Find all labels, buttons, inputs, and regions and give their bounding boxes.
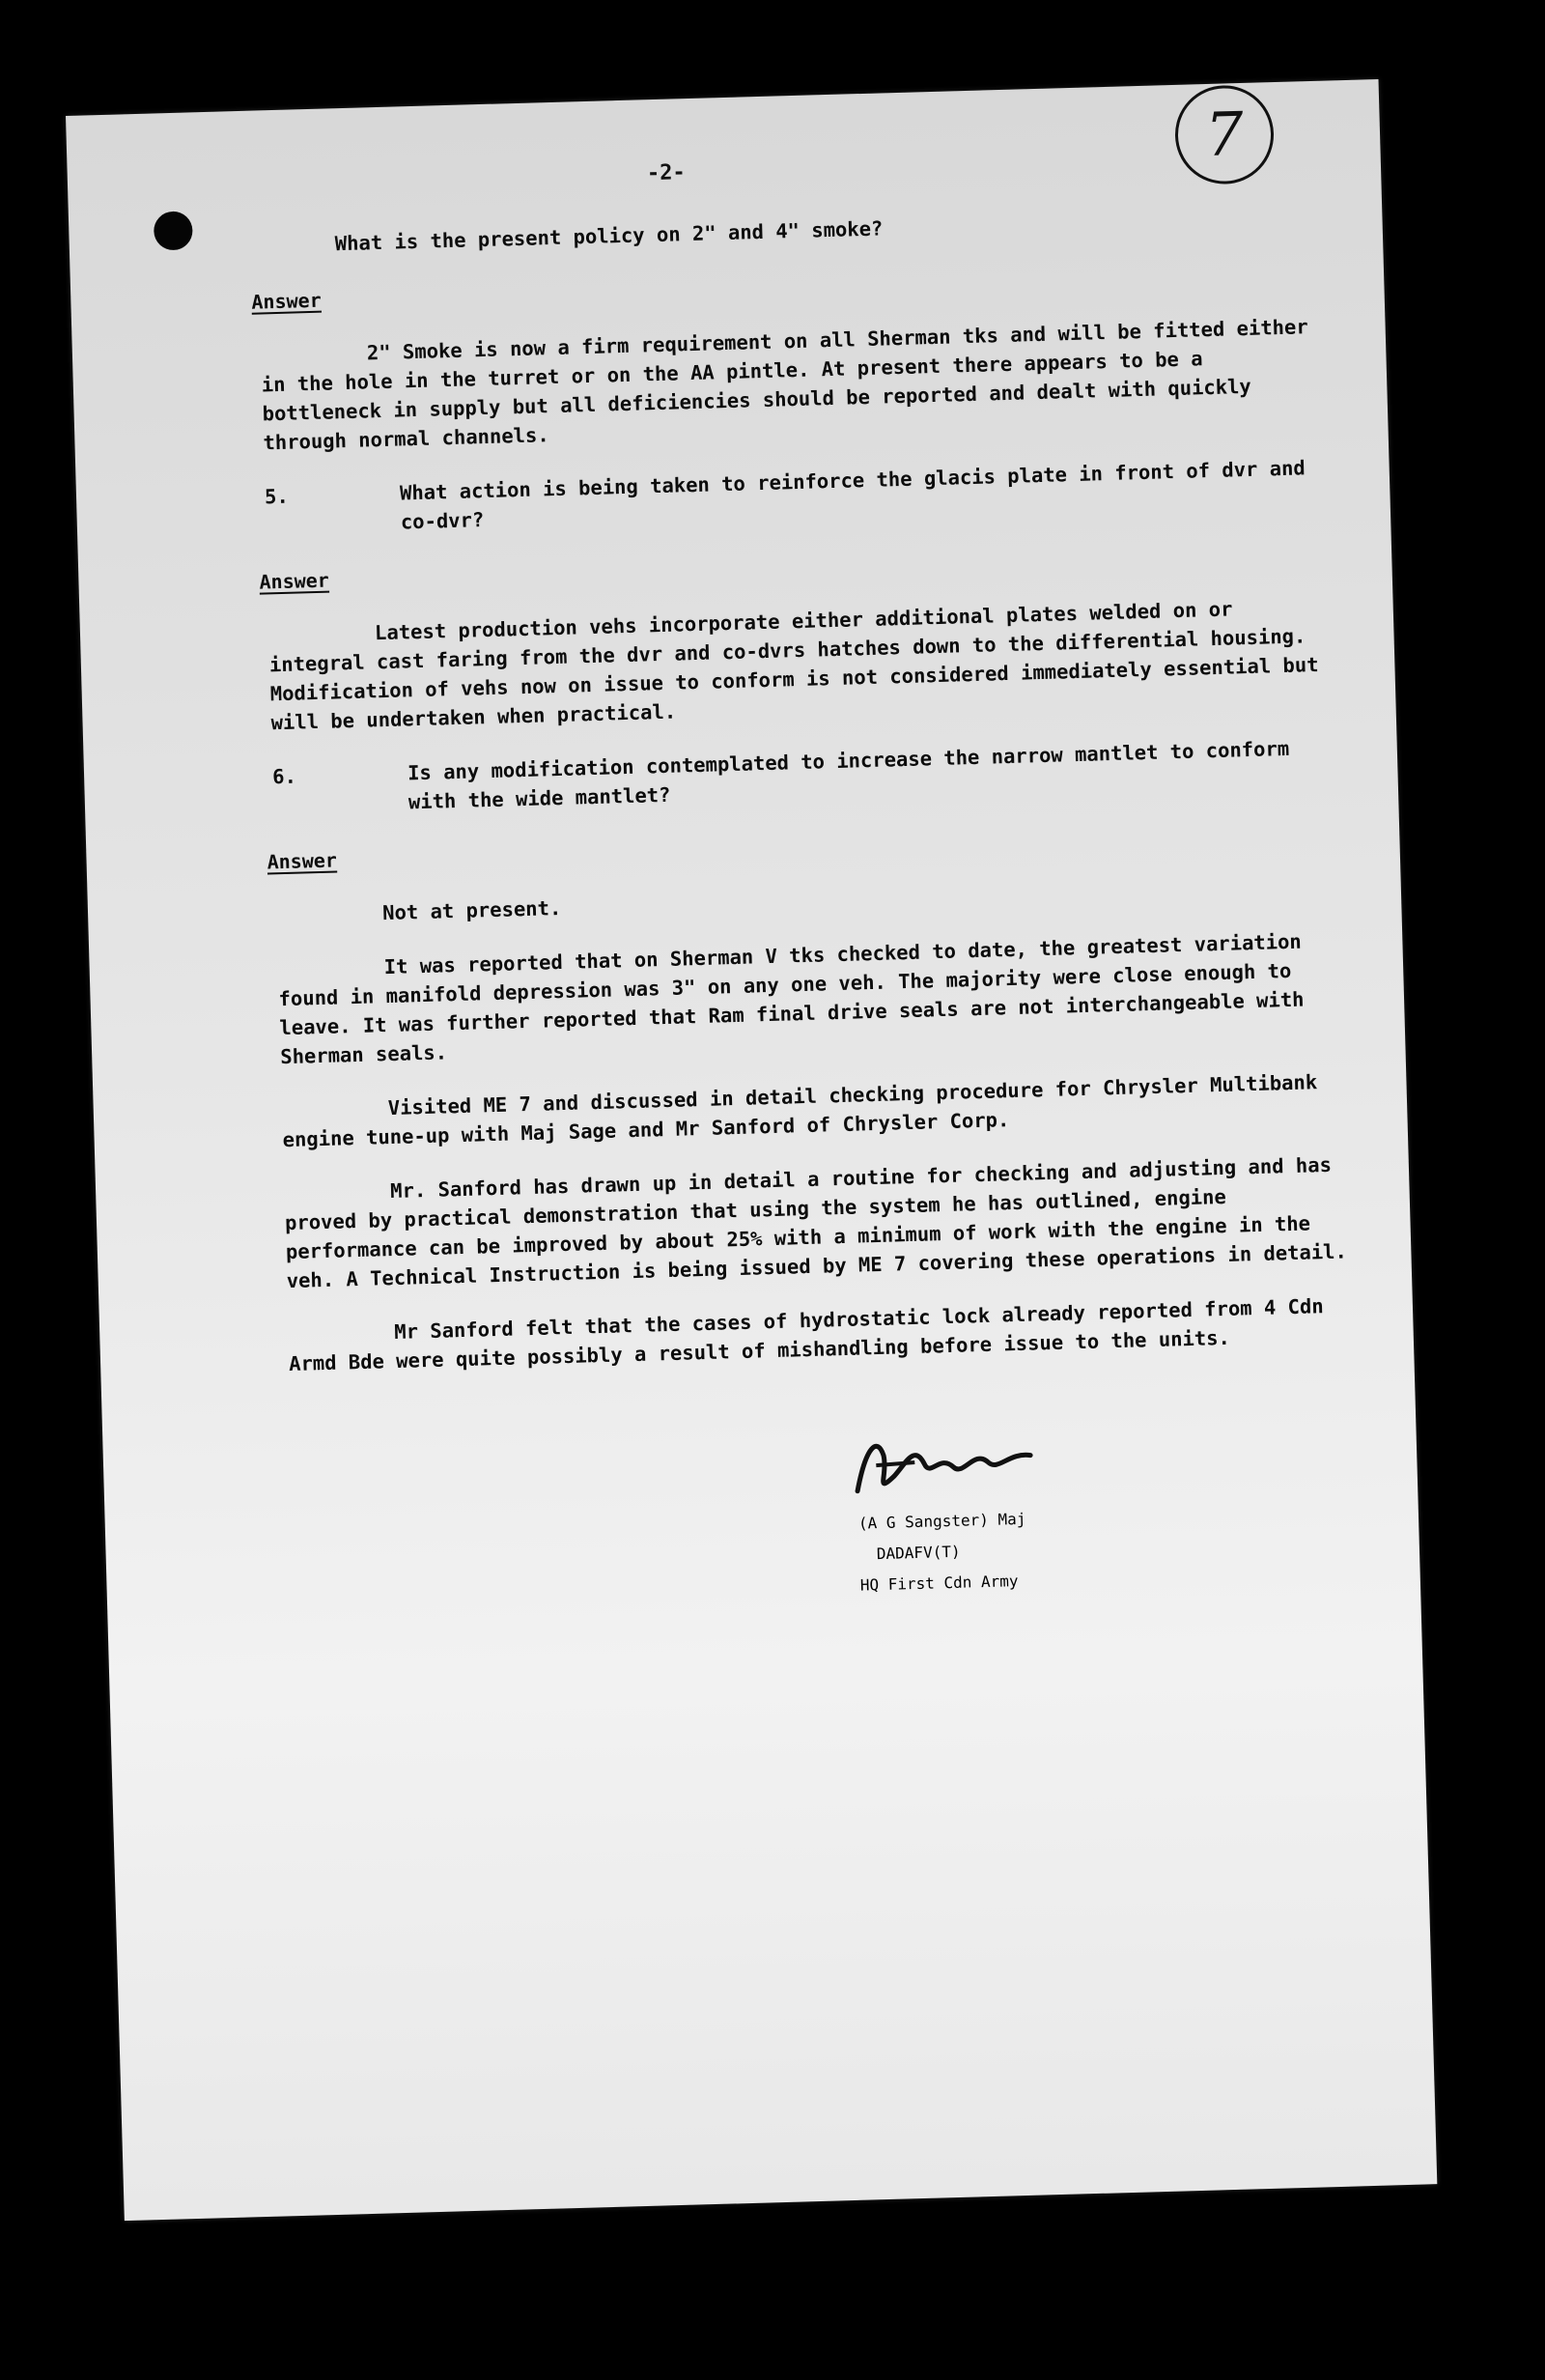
signature-block (856, 1419, 1169, 1601)
document-page (66, 79, 1437, 2221)
page-number: -2- (646, 160, 686, 186)
answer-4: 2" Smoke is now a firm requirement on all Sherman tks and will be fitted either in the hole in the turret or on the AA pintle. At present there appears to be a bottleneck in supply but all deficiencies should be reported and dealt with quickly through normal channels. (261, 315, 1308, 455)
answer-heading-6: Answer (267, 848, 338, 874)
question-6-text: Is any modification contemplated to increase the narrow mantlet to conform with the wide mantlet? (407, 736, 1290, 814)
question-6 (272, 733, 1335, 821)
paragraph-hydrostatic: Mr Sanford felt that the cases of hydrostatic lock already reported from 4 Cdn Armd Bde were quite possibly a result of mishandling before issue to the units. (288, 1294, 1324, 1376)
paragraph-sherman-v: It was reported that on Sherman V tks checked to date, the greatest variation found in manifold depression was 3" on any one veh. The majority were close enough to leave. It was further reported that Ram final drive seals are not interchangeable with Sherman seals. (278, 929, 1305, 1069)
question-5-number: 5. (264, 484, 290, 509)
folio-mark: 7 (1174, 84, 1276, 185)
question-5-text: What action is being taken to reinforce the glacis plate in front of dvr and co-dvr? (399, 456, 1306, 534)
question-4: What is the present policy on 2" and 4" smoke? (334, 216, 884, 256)
answer-6: Not at present. (381, 895, 562, 925)
signatory-appointment: DADAFV(T) (876, 1542, 961, 1564)
paragraph-sanford: Mr. Sanford has drawn up in detail a routine for checking and adjusting and has proved by practical demonstration that using the system he has outlined, engine performance can be improved by about 25% with a minimum of work with the engine in the veh. A Technical Instruction is being issued by ME 7 covering these operations in detail. (284, 1152, 1348, 1293)
answer-heading-4: Answer (251, 288, 323, 314)
paragraph-visited: Visited ME 7 and discussed in detail checking procedure for Chrysler Multibank engine tune-up with Maj Sage and Mr Sanford of Chrysler Corp. (282, 1070, 1318, 1152)
signatory-unit: HQ First Cdn Army (859, 1572, 1019, 1595)
handwritten-signature (846, 1419, 1166, 1505)
document-body (251, 202, 1351, 1403)
question-6-number: 6. (271, 764, 297, 789)
answer-heading-5: Answer (259, 568, 330, 594)
signatory-name: (A G Sangster) Maj (857, 1509, 1026, 1533)
punch-hole (154, 211, 193, 250)
question-5 (265, 453, 1328, 541)
answer-5: Latest production vehs incorporate either additional plates welded on or integral cast faring from the dvr and co-dvrs hatches down to the differential housing. Modification of vehs now on issue to conform is not considered immediately essential but will be undertaken when practical. (268, 597, 1319, 735)
